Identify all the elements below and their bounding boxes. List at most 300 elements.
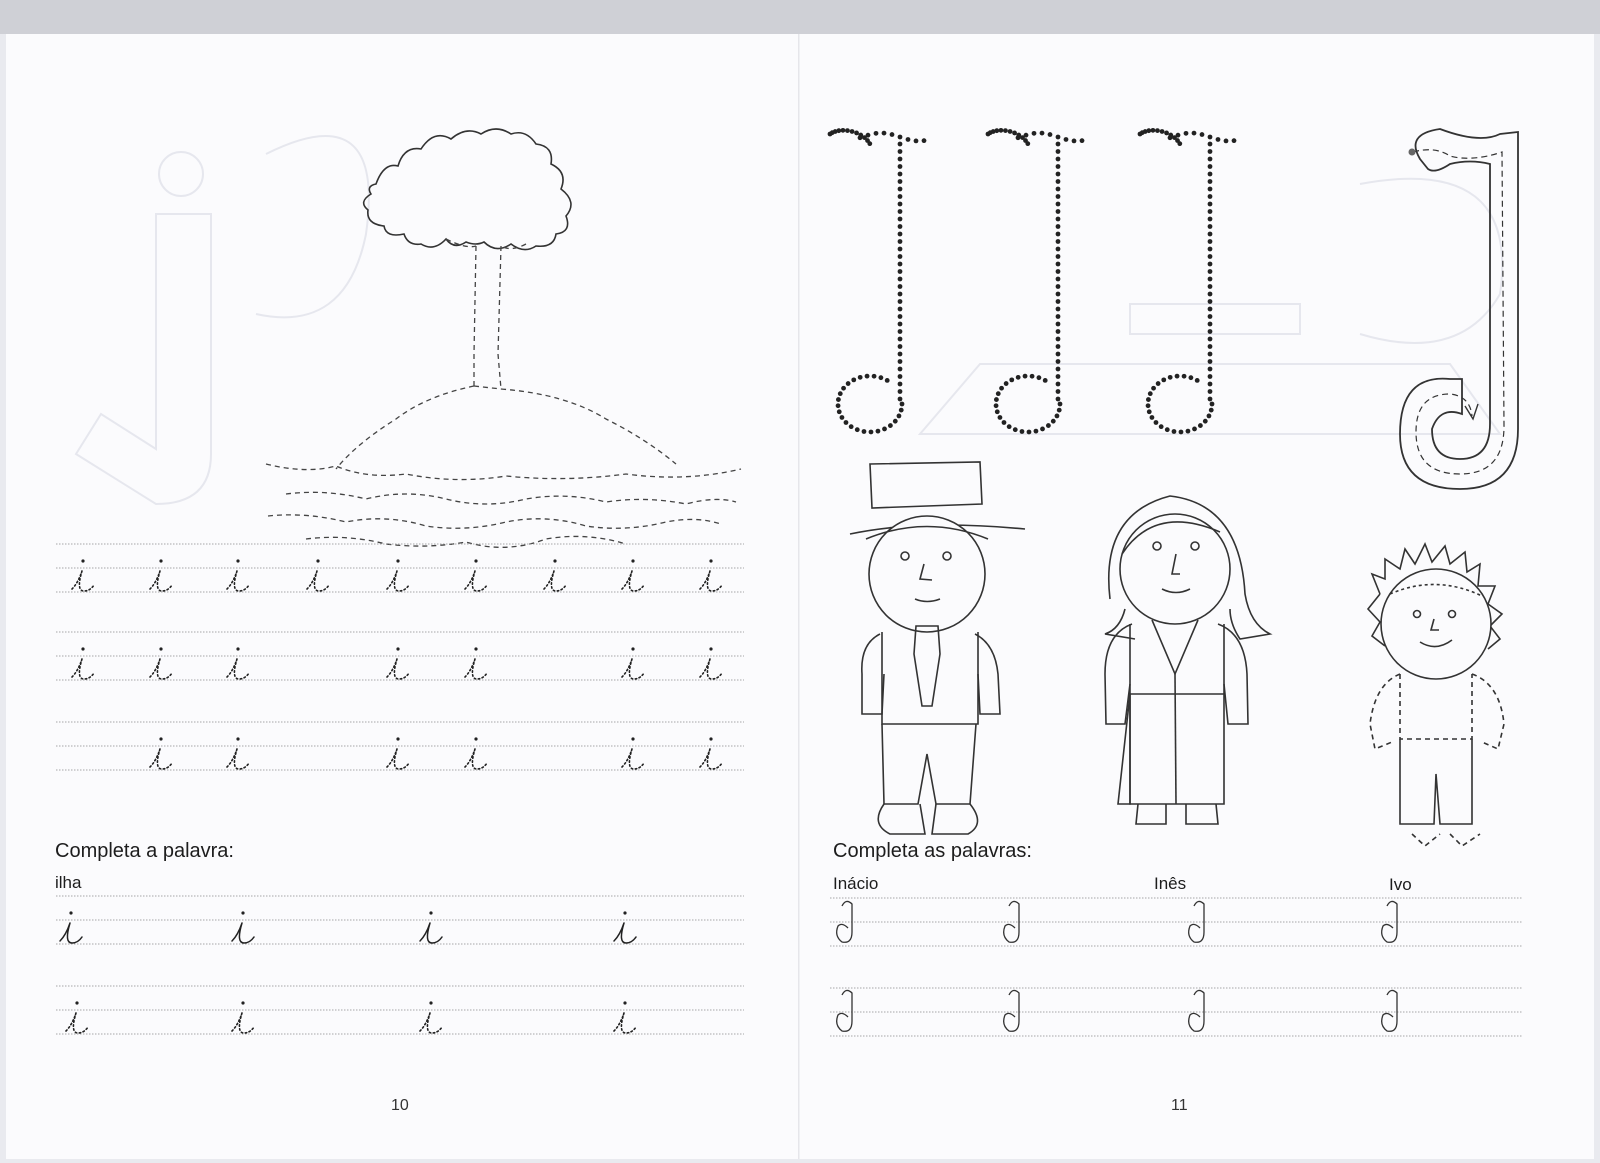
dot — [1056, 337, 1061, 342]
dot — [882, 427, 887, 432]
cursive-j-letter — [837, 990, 852, 1031]
dot — [898, 344, 903, 349]
dot — [898, 307, 903, 312]
dot — [898, 322, 903, 327]
dot — [1056, 187, 1061, 192]
dot — [1208, 352, 1213, 357]
dot — [1146, 128, 1151, 133]
cursive-i-letter — [227, 571, 249, 591]
dot — [1208, 232, 1213, 237]
dot — [869, 430, 874, 435]
dot — [1056, 269, 1061, 274]
dot — [1208, 344, 1213, 349]
dot — [1150, 415, 1155, 420]
dot — [840, 415, 845, 420]
dot — [898, 239, 903, 244]
dot — [1056, 374, 1061, 379]
i-dot — [241, 911, 244, 914]
dot — [1208, 314, 1213, 319]
dot — [994, 403, 999, 408]
dot — [1024, 133, 1029, 138]
cursive-i-letter — [307, 571, 329, 591]
dot — [1151, 128, 1156, 133]
dot — [1208, 172, 1213, 177]
dot — [854, 131, 859, 136]
dot — [1168, 375, 1173, 380]
i-dot — [631, 559, 634, 562]
i-dot — [709, 559, 712, 562]
right-page — [800, 34, 1594, 1159]
left-page — [6, 34, 800, 1159]
dot — [1208, 389, 1213, 394]
dot — [1176, 133, 1181, 138]
dot — [922, 138, 927, 143]
dot — [999, 128, 1004, 133]
dot — [1056, 284, 1061, 289]
dot — [1012, 131, 1017, 136]
dot — [1027, 430, 1032, 435]
i-dot — [69, 911, 72, 914]
dot — [1160, 129, 1165, 134]
cursive-i-letter — [544, 571, 566, 591]
dot — [900, 402, 905, 407]
dot — [898, 382, 903, 387]
i-dot — [631, 647, 634, 650]
dot — [898, 224, 903, 229]
dot — [1056, 217, 1061, 222]
dot — [1189, 375, 1194, 380]
dot — [1208, 262, 1213, 267]
dot — [1056, 344, 1061, 349]
dot — [1008, 129, 1013, 134]
dot — [1048, 132, 1053, 137]
dot — [1056, 307, 1061, 312]
dot — [1216, 137, 1221, 142]
dot — [1055, 414, 1060, 419]
man-figure — [850, 462, 1025, 834]
dot — [1165, 427, 1170, 432]
dot — [898, 209, 903, 214]
dot — [898, 367, 903, 372]
dot — [1056, 179, 1061, 184]
dot — [836, 128, 841, 133]
boy-figure — [1368, 544, 1504, 846]
dot — [1007, 424, 1012, 429]
dot — [898, 374, 903, 379]
dot — [1184, 131, 1189, 136]
dot — [898, 187, 903, 192]
word-label-inacio: Inácio — [833, 874, 879, 893]
dot — [1056, 247, 1061, 252]
dot — [1208, 367, 1213, 372]
i-dot — [159, 647, 162, 650]
dot — [1195, 378, 1200, 383]
i-dot — [709, 647, 712, 650]
dot — [898, 232, 903, 237]
dot — [836, 397, 841, 402]
dot — [1056, 382, 1061, 387]
dot — [994, 128, 999, 133]
dot — [1208, 322, 1213, 327]
dot — [1192, 427, 1197, 432]
i-dot — [474, 647, 477, 650]
dot — [898, 329, 903, 334]
dot — [898, 149, 903, 154]
dot — [898, 284, 903, 289]
dot — [1056, 209, 1061, 214]
dot — [898, 142, 903, 147]
dot — [1013, 427, 1018, 432]
dot — [1224, 138, 1229, 143]
dot — [898, 337, 903, 342]
dot — [1208, 149, 1213, 154]
cursive-i-letter — [622, 749, 644, 769]
dot — [872, 374, 877, 379]
cursive-i-letter — [387, 659, 409, 679]
i-dot — [709, 737, 712, 740]
cursive-i-letter — [150, 749, 172, 769]
dot — [1056, 367, 1061, 372]
i-dot — [429, 911, 432, 914]
i-dot — [316, 559, 319, 562]
dot — [1046, 423, 1051, 428]
cursive-i-letter — [700, 749, 722, 769]
dot — [1056, 314, 1061, 319]
dot — [1208, 299, 1213, 304]
dot — [995, 409, 1000, 414]
i-dot — [159, 737, 162, 740]
dot — [898, 292, 903, 297]
dot — [1056, 194, 1061, 199]
dot — [914, 138, 919, 143]
island-tree-drawing — [266, 129, 741, 547]
right-page-artwork — [800, 34, 1594, 1159]
dot — [1208, 187, 1213, 192]
dot — [1056, 149, 1061, 154]
dot — [1016, 375, 1021, 380]
dot — [1032, 131, 1037, 136]
dot — [1020, 429, 1025, 434]
dot — [1056, 164, 1061, 169]
cursive-i-letter — [227, 749, 249, 769]
dot — [1208, 329, 1213, 334]
i-dot — [396, 647, 399, 650]
dot — [1154, 420, 1159, 425]
dotted-letter-j-row — [828, 128, 1237, 434]
dot — [1040, 131, 1045, 136]
dot — [1030, 374, 1035, 379]
i-dot — [623, 911, 626, 914]
dot — [1208, 254, 1213, 259]
dot — [898, 277, 903, 282]
dot — [1208, 277, 1213, 282]
dot — [898, 179, 903, 184]
i-dot — [474, 737, 477, 740]
dot — [1203, 419, 1208, 424]
dot — [898, 135, 903, 140]
dot — [1200, 132, 1205, 137]
dot — [1023, 374, 1028, 379]
cursive-i-letters — [60, 559, 722, 1033]
i-dot — [429, 1001, 432, 1004]
dot — [898, 254, 903, 259]
section-heading: Completa a palavra: — [55, 840, 234, 862]
handwriting-lines — [56, 544, 744, 1034]
dot — [862, 429, 867, 434]
dot — [1057, 408, 1062, 413]
i-dot — [623, 1001, 626, 1004]
dot — [1209, 408, 1214, 413]
dot — [898, 172, 903, 177]
dot — [1034, 429, 1039, 434]
dot — [845, 128, 850, 133]
dot — [1156, 381, 1161, 386]
dot — [1186, 429, 1191, 434]
cursive-i-letter — [614, 1013, 636, 1033]
dot — [838, 391, 843, 396]
dot — [1208, 307, 1213, 312]
i-dot — [81, 559, 84, 562]
cursive-i-letter — [614, 923, 636, 943]
dot — [898, 157, 903, 162]
cursive-i-letter — [387, 749, 409, 769]
cursive-i-letter — [232, 923, 254, 943]
cursive-i-letter — [420, 1013, 442, 1033]
dot — [1208, 239, 1213, 244]
dot — [874, 131, 879, 136]
i-dot — [474, 559, 477, 562]
dot — [1051, 419, 1056, 424]
word-label-ines: Inês — [1154, 874, 1187, 893]
dot — [1056, 397, 1061, 402]
dot — [1168, 135, 1173, 140]
dot — [994, 397, 999, 402]
dot — [898, 397, 903, 402]
dot — [1147, 409, 1152, 414]
dot — [1232, 138, 1237, 143]
dot — [1210, 402, 1215, 407]
dot — [1056, 292, 1061, 297]
cursive-i-letter — [465, 659, 487, 679]
dot — [1161, 377, 1166, 382]
dot — [1208, 179, 1213, 184]
dot — [885, 378, 890, 383]
dot — [1056, 202, 1061, 207]
dot — [1056, 322, 1061, 327]
dot — [890, 132, 895, 137]
dot — [1043, 378, 1048, 383]
dot — [1056, 232, 1061, 237]
dot — [1208, 157, 1213, 162]
i-dot — [75, 1001, 78, 1004]
dot — [1056, 254, 1061, 259]
dot — [1056, 239, 1061, 244]
dot — [1056, 359, 1061, 364]
dot — [1179, 430, 1184, 435]
i-dot — [631, 737, 634, 740]
dot — [1208, 217, 1213, 222]
dot — [1159, 424, 1164, 429]
dot — [999, 386, 1004, 391]
i-dot — [236, 647, 239, 650]
cursive-i-letter — [465, 749, 487, 769]
dot — [1056, 157, 1061, 162]
i-dot — [236, 559, 239, 562]
dot — [898, 352, 903, 357]
dot — [899, 408, 904, 413]
cursive-i-letter — [700, 571, 722, 591]
dot — [866, 133, 871, 138]
dot — [897, 414, 902, 419]
dot — [858, 375, 863, 380]
dot — [1002, 420, 1007, 425]
dot — [1207, 414, 1212, 419]
cursive-i-letter — [60, 923, 82, 943]
dot — [1056, 299, 1061, 304]
i-dot — [159, 559, 162, 562]
dot — [1056, 172, 1061, 177]
dot — [846, 381, 851, 386]
dot — [898, 299, 903, 304]
dot — [1146, 403, 1151, 408]
dot — [1037, 375, 1042, 380]
dot — [1198, 423, 1203, 428]
woman-figure — [1105, 496, 1270, 824]
dot — [1208, 374, 1213, 379]
dot — [1208, 142, 1213, 147]
dot — [841, 128, 846, 133]
dot — [1056, 389, 1061, 394]
dot — [898, 164, 903, 169]
dot — [1208, 382, 1213, 387]
page-number: 10 — [391, 1097, 409, 1114]
i-dot — [553, 559, 556, 562]
dot — [876, 429, 881, 434]
left-page-artwork — [6, 34, 800, 1159]
scanner-background — [0, 0, 1600, 34]
dot — [1056, 224, 1061, 229]
dot — [844, 420, 849, 425]
cursive-j-letter — [1382, 990, 1397, 1031]
cursive-i-letter — [227, 659, 249, 679]
dot — [1025, 141, 1030, 146]
dot — [1009, 377, 1014, 382]
dot — [865, 374, 870, 379]
dot — [1175, 374, 1180, 379]
i-dot — [236, 737, 239, 740]
cursive-i-letter — [72, 571, 94, 591]
dot — [898, 247, 903, 252]
dot — [898, 202, 903, 207]
cursive-i-letter — [150, 659, 172, 679]
dot — [1182, 374, 1187, 379]
dot — [837, 409, 842, 414]
cursive-i-letter — [66, 1013, 88, 1033]
cursive-j-letter — [1004, 990, 1019, 1031]
dot — [851, 377, 856, 382]
dot — [1208, 269, 1213, 274]
dot — [850, 129, 855, 134]
dot — [1208, 202, 1213, 207]
dot — [1208, 397, 1213, 402]
cursive-i-letter — [232, 1013, 254, 1033]
dot — [1172, 429, 1177, 434]
dot — [1056, 135, 1061, 140]
dot — [1148, 391, 1153, 396]
dot — [1072, 138, 1077, 143]
dot — [1003, 128, 1008, 133]
i-dot — [81, 647, 84, 650]
dot — [867, 141, 872, 146]
dot — [1040, 427, 1045, 432]
dot — [1080, 138, 1085, 143]
dot — [879, 375, 884, 380]
dot — [1155, 128, 1160, 133]
dot — [882, 131, 887, 136]
dot — [1208, 209, 1213, 214]
dot — [855, 427, 860, 432]
dot — [1064, 137, 1069, 142]
dot — [1056, 329, 1061, 334]
cursive-i-letter — [465, 571, 487, 591]
dot — [898, 314, 903, 319]
dot — [1146, 397, 1151, 402]
dot — [898, 194, 903, 199]
faded-letter-watermark — [76, 136, 369, 504]
dot — [898, 389, 903, 394]
dot — [996, 391, 1001, 396]
cursive-j-letter — [1189, 990, 1204, 1031]
dot — [1208, 337, 1213, 342]
cursive-i-letter — [700, 659, 722, 679]
cursive-i-letter — [72, 659, 94, 679]
dot — [1192, 131, 1197, 136]
dot — [1016, 135, 1021, 140]
dot — [898, 269, 903, 274]
dot — [1177, 141, 1182, 146]
page-number: 11 — [1171, 1097, 1188, 1114]
dot — [849, 424, 854, 429]
dot — [1164, 131, 1169, 136]
dot — [1208, 284, 1213, 289]
dot — [1056, 352, 1061, 357]
section-heading: Completa as palavras: — [833, 840, 1032, 862]
word-label-ivo: Ivo — [1389, 875, 1412, 894]
dot — [888, 423, 893, 428]
dot — [1208, 194, 1213, 199]
dot — [836, 403, 841, 408]
dot — [893, 419, 898, 424]
dot — [898, 262, 903, 267]
cursive-i-letter — [622, 659, 644, 679]
dot — [1058, 402, 1063, 407]
dot — [1151, 386, 1156, 391]
dot — [1208, 359, 1213, 364]
cursive-j-letter — [837, 901, 852, 942]
i-dot — [241, 1001, 244, 1004]
word-label-ilha: ilha — [55, 873, 82, 892]
dot — [858, 135, 863, 140]
cursive-i-letter — [387, 571, 409, 591]
dot — [998, 415, 1003, 420]
dot — [1208, 292, 1213, 297]
dot — [898, 217, 903, 222]
dot — [1208, 164, 1213, 169]
cursive-i-letter — [150, 571, 172, 591]
dot — [906, 137, 911, 142]
dot — [1004, 381, 1009, 386]
cursive-i-letter — [420, 923, 442, 943]
